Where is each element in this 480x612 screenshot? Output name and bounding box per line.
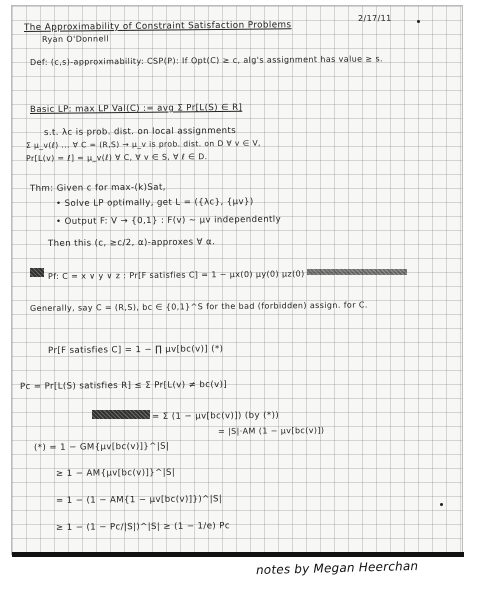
- note-line-basic-lp: Basic LP: max LP Val(C) := avg Σ Pr[L(S) ∈ R]: [29, 102, 243, 115]
- note-line-pr-satisfies: Pr[F satisfies C] = 1 − ∏ μv[bc(v)] (*): [47, 344, 224, 356]
- notes-credit: notes by Megan Heerchan: [255, 558, 419, 578]
- page-bottom-edge: [12, 552, 464, 557]
- note-line-step-1: • Solve LP optimally, get L = ({λc}, {μv}): [55, 196, 254, 209]
- note-line-constraint-3: Pr[L(v) = ℓ] = μ_v(ℓ) ∀ C, ∀ v ∈ S, ∀ ℓ ∈ D.: [25, 152, 208, 163]
- scribble-mark-3: [92, 410, 150, 419]
- note-line-am-bound: ≥ 1 − AM{μv[bc(v)]}^|S|: [55, 467, 176, 479]
- scribble-mark-1: [30, 268, 44, 277]
- note-line-generally: Generally, say C = (R,S), bc ∈ {0,1}^S for the bad (forbidden) assign. for C.: [29, 300, 368, 313]
- notebook-page: [12, 6, 462, 554]
- note-line-def: Def: (c,s)-approximability: CSP(P): If Opt(C) ≥ c, alg's assignment has value ≥ s.: [29, 54, 384, 67]
- note-line-final-bound: ≥ 1 − (1 − Pc/|S|)^|S| ≥ (1 − 1/e) Pc: [55, 521, 231, 533]
- note-line-pf: Pf: C = x ∨ y ∨ z : Pr[F satisfies C] = 1 − μx(0) μy(0) μz(0): [47, 269, 305, 281]
- note-line-gm: (*) = 1 − GM{μv[bc(v)]}^|S|: [33, 441, 170, 453]
- note-title: The Approximability of Constraint Satisfaction Problems: [23, 20, 292, 33]
- note-line-then: Then this (c, ≥c/2, α)-approxes ∀ α.: [47, 237, 216, 249]
- scribble-mark-2: [307, 269, 407, 275]
- note-date: 2/17/11: [357, 13, 392, 23]
- note-line-step-2: • Output F: V → {0,1} : F(v) ~ μv independently: [55, 214, 282, 227]
- margin-dot-2: [440, 503, 443, 506]
- margin-dot-1: [417, 20, 420, 23]
- note-line-constraint-2: Σ μ_v(ℓ) ... ∀ C = (R,S) → μ_v is prob. dist. on D ∀ v ∈ V,: [25, 138, 261, 150]
- note-line-am: = |S|·AM (1 − μv[bc(v)]): [217, 425, 325, 436]
- note-author: Ryan O'Donnell: [41, 34, 110, 44]
- note-line-pc: Pc = Pr[L(S) satisfies R] ≤ Σ Pr[L(v) ≠ bc(v)]: [19, 379, 228, 392]
- note-line-constraint-1: s.t. λc is prob. dist. on local assignments: [43, 125, 237, 138]
- note-line-sum: = Σ (1 − μv[bc(v)]) (by (*)): [151, 410, 280, 422]
- note-line-am-rewrite: = 1 − (1 − AM{1 − μv[bc(v)]})^|S|: [55, 494, 223, 506]
- note-line-thm: Thm: Given c for max-(k)Sat,: [29, 182, 166, 194]
